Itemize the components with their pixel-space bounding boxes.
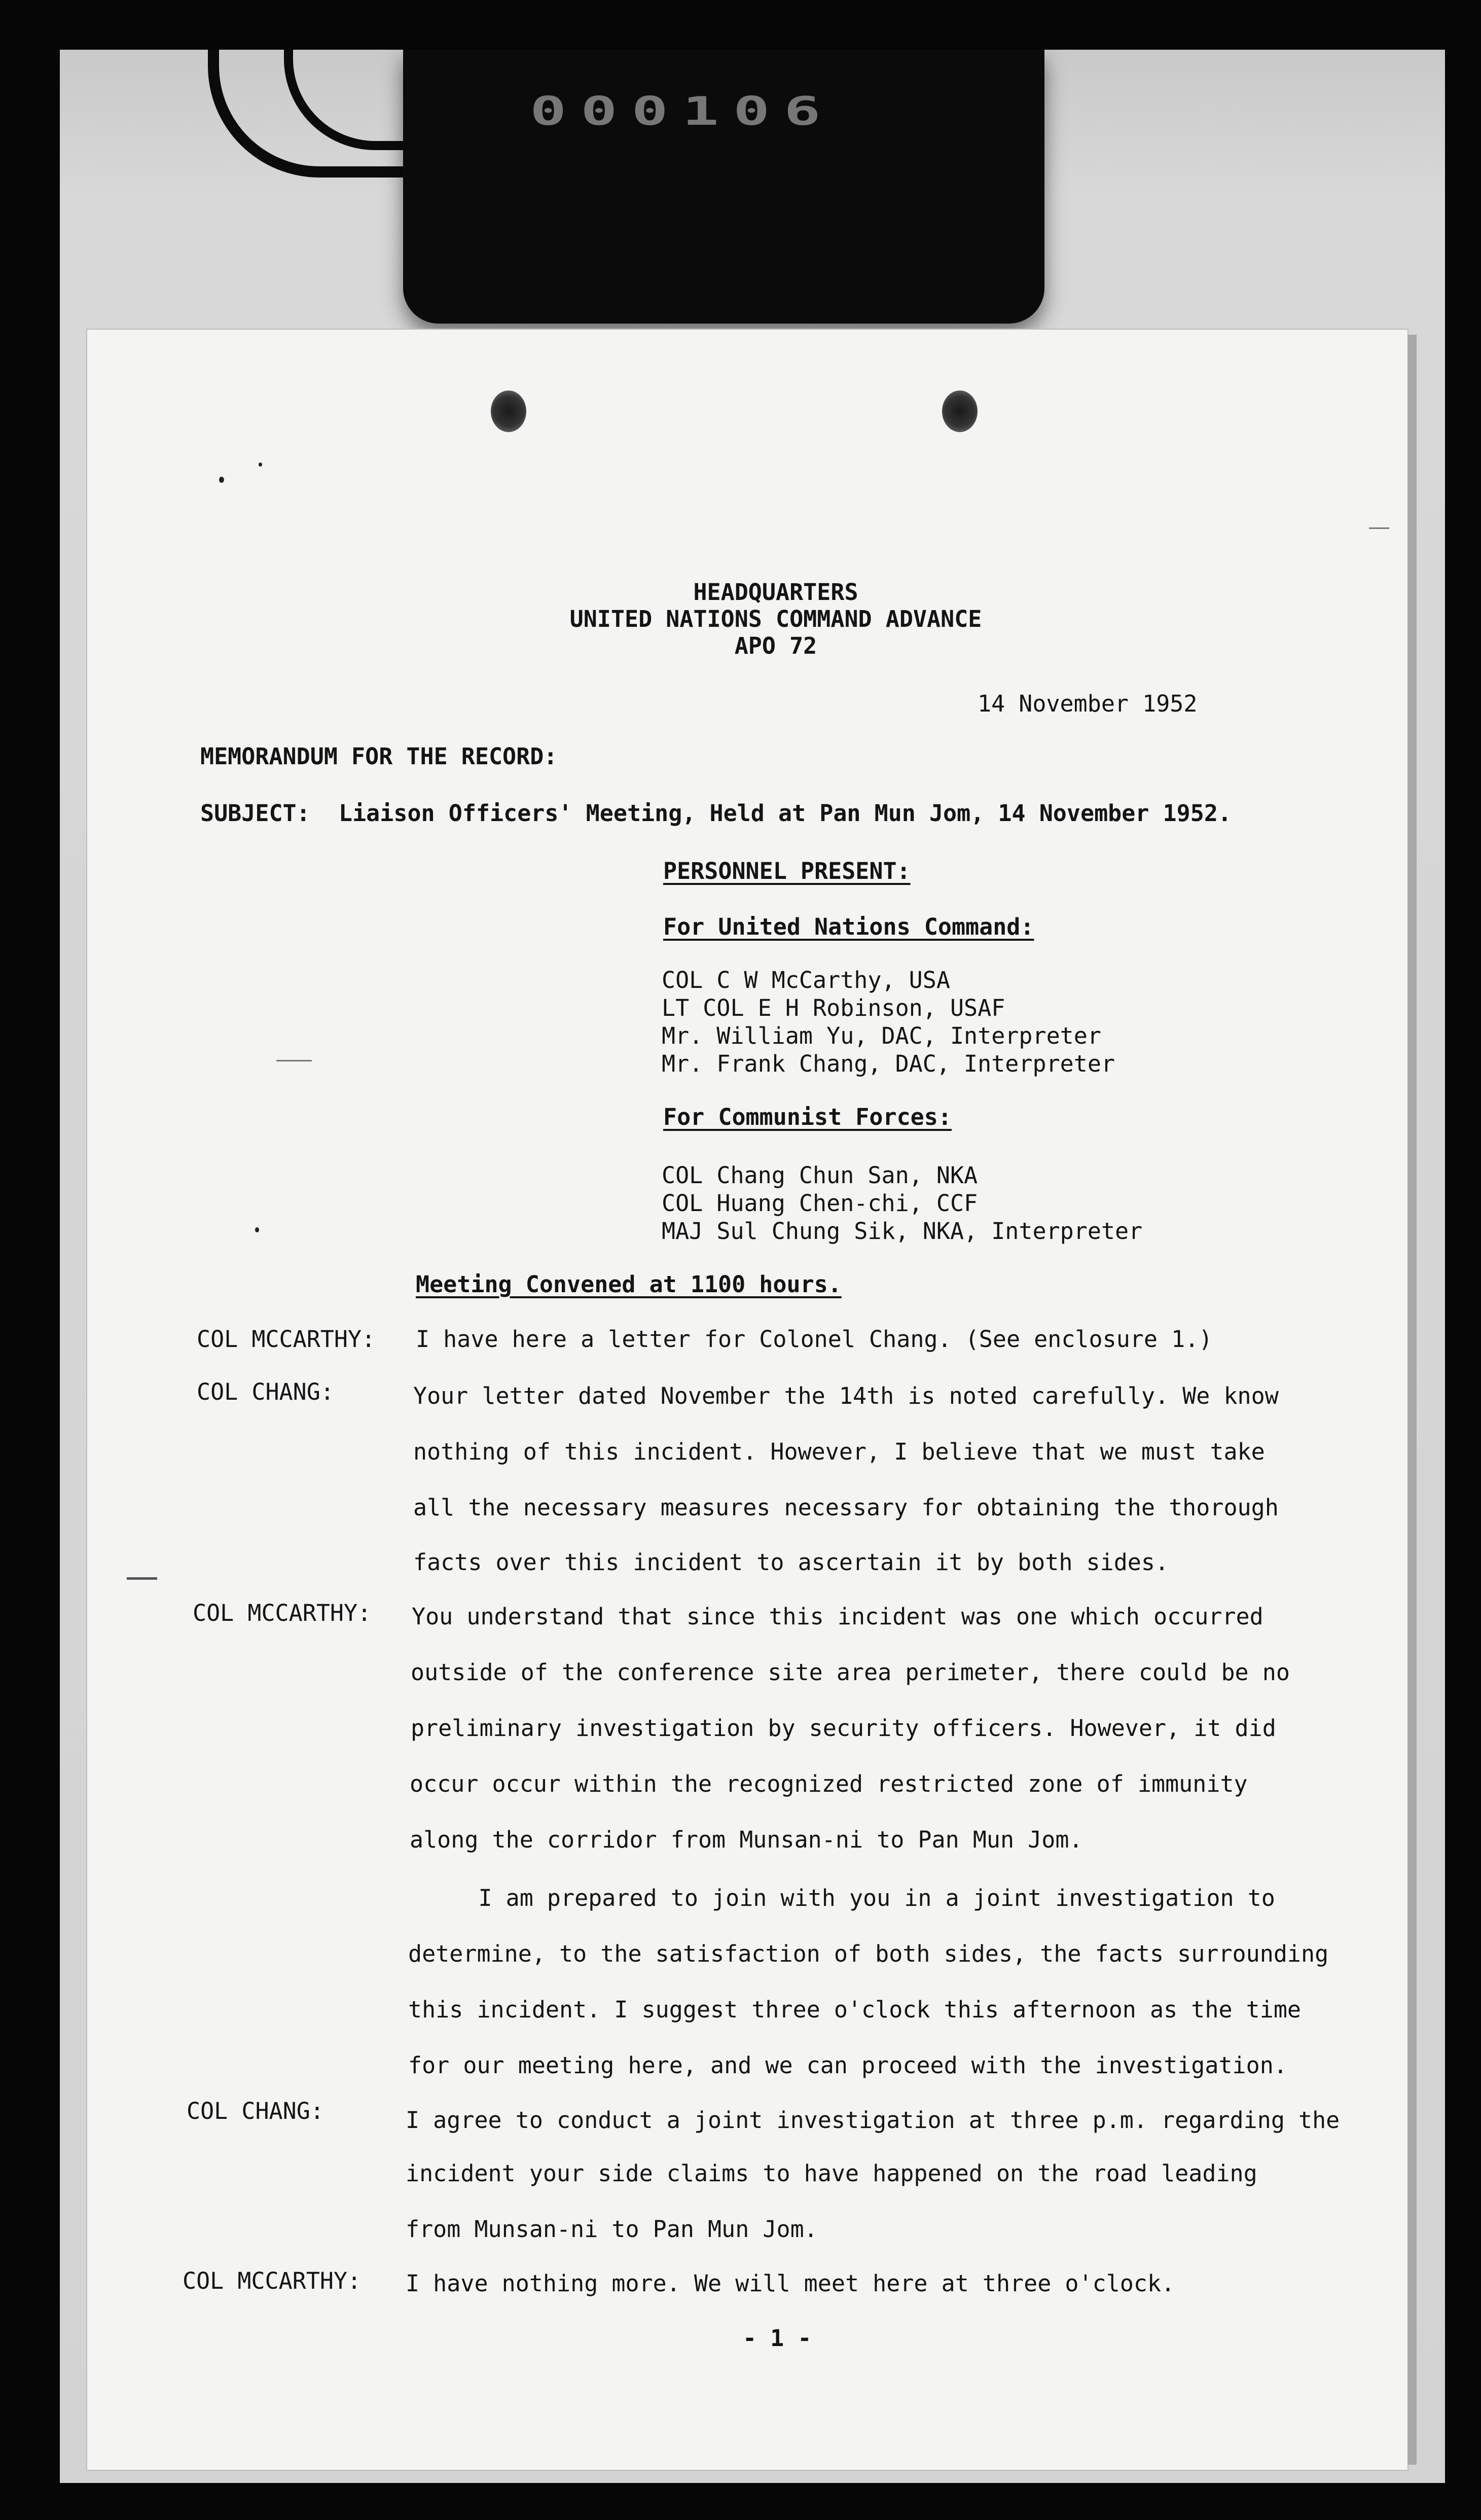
speck (219, 477, 224, 483)
dialogue-line: I agree to conduct a joint investigation at three p.m. regarding the (406, 2107, 1340, 2134)
un-member: LT COL E H Robinson, USAF (662, 995, 1005, 1021)
communist-member: COL Huang Chen-chi, CCF (662, 1190, 978, 1217)
letterhead-line-1: HEADQUARTERS (693, 579, 858, 606)
dialogue-line: preliminary investigation by security officers. However, it did (411, 1715, 1276, 1742)
speaker-label: COL CHANG: (187, 2098, 324, 2124)
dialogue-line: I have here a letter for Colonel Chang. (See enclosure 1.) (416, 1326, 1213, 1353)
letterhead-line-3: APO 72 (734, 632, 817, 659)
speaker-label: COL MCCARTHY: (197, 1326, 376, 1353)
meeting-convened: Meeting Convened at 1100 hours. (416, 1271, 842, 1298)
dialogue-line: determine, to the satisfaction of both sides, the facts surrounding (408, 1940, 1329, 1967)
dialogue-line: along the corridor from Munsan-ni to Pan Mun Jom. (410, 1826, 1083, 1853)
paper-edge (1407, 335, 1417, 2465)
dialogue-line: this incident. I suggest three o'clock this afternoon as the time (408, 1996, 1301, 2023)
dialogue-line: incident your side claims to have happened on the road leading (406, 2160, 1257, 2187)
dialogue-line: outside of the conference site area perimeter, there could be no (411, 1659, 1290, 1686)
stray-mark (276, 1060, 312, 1061)
communist-member: COL Chang Chun San, NKA (662, 1162, 978, 1189)
dialogue-line: I am prepared to join with you in a joint investigation to (410, 1885, 1275, 1911)
un-member: Mr. Frank Chang, DAC, Interpreter (662, 1050, 1115, 1077)
communist-heading: For Communist Forces: (663, 1104, 952, 1130)
communist-member: MAJ Sul Chung Sik, NKA, Interpreter (662, 1218, 1143, 1245)
speaker-label: COL MCCARTHY: (183, 2267, 362, 2294)
page-number: - 1 - (743, 2325, 812, 2352)
dialogue-line: occur occur within the recognized restricted zone of immunity (410, 1770, 1248, 1797)
stray-mark (127, 1577, 157, 1580)
dialogue-line: for our meeting here, and we can proceed with the investigation. (408, 2052, 1287, 2079)
un-heading: For United Nations Command: (663, 913, 1034, 940)
dialogue-line: I have nothing more. We will meet here at three o'clock. (406, 2270, 1175, 2297)
letterhead-line-2: UNITED NATIONS COMMAND ADVANCE (569, 606, 982, 632)
speck (255, 1227, 259, 1232)
dialogue-line: facts over this incident to ascertain it by both sides. (413, 1549, 1169, 1576)
clip-counter: 000106 (530, 88, 835, 134)
memo-for-line: MEMORANDUM FOR THE RECORD: (200, 743, 558, 770)
stray-mark (1369, 527, 1389, 529)
un-member: COL C W McCarthy, USA (662, 967, 950, 993)
un-member: Mr. William Yu, DAC, Interpreter (662, 1022, 1101, 1049)
subject-label: SUBJECT: (200, 800, 310, 827)
personnel-heading: PERSONNEL PRESENT: (663, 858, 911, 884)
dialogue-line: all the necessary measures necessary for obtaining the thorough (413, 1494, 1279, 1521)
dialogue-line: from Munsan-ni to Pan Mun Jom. (406, 2216, 818, 2243)
dialogue-line: nothing of this incident. However, I believe that we must take (413, 1438, 1265, 1465)
punch-hole-right (942, 391, 978, 432)
dialogue-line: Your letter dated November the 14th is noted carefully. We know (413, 1382, 1279, 1409)
speaker-label: COL CHANG: (197, 1378, 334, 1405)
speck (259, 463, 262, 467)
punch-hole-left (491, 391, 526, 432)
speaker-label: COL MCCARTHY: (193, 1600, 372, 1626)
dialogue-line: You understand that since this incident was one which occurred (412, 1603, 1263, 1630)
memo-date: 14 November 1952 (978, 690, 1198, 717)
subject-text: Liaison Officers' Meeting, Held at Pan Mun Jom, 14 November 1952. (339, 800, 1232, 827)
